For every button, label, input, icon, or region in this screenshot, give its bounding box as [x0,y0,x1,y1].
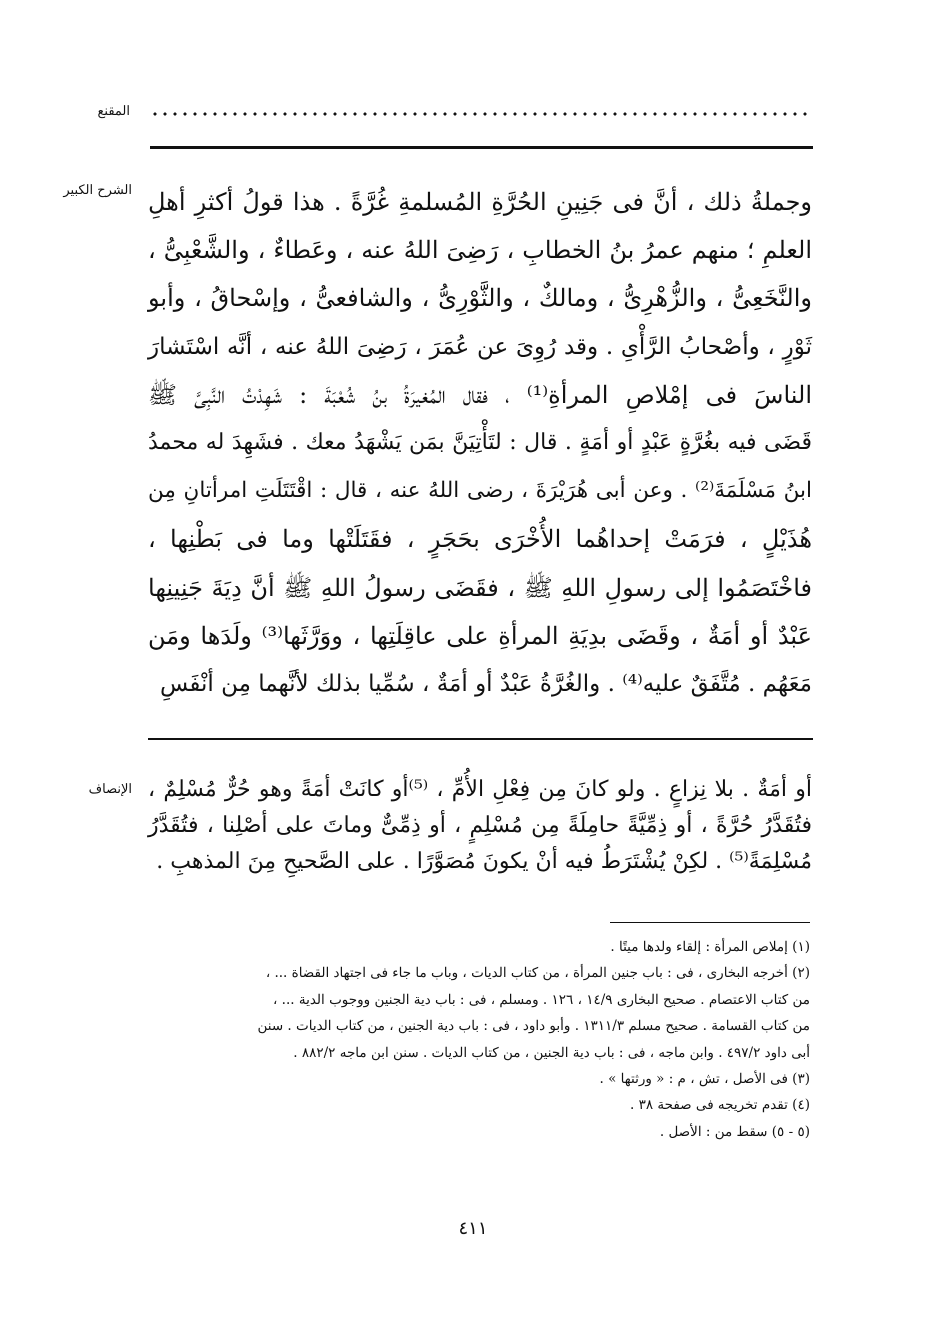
insaf-line: مُسْلِمَةً⁽⁵⁾ . لكِنْ يُشْتَرَطُ فيه أنْ يكونَ مُصَوَّرًا . على الصَّحيحِ مِنَ المذهبِ . [156,849,812,874]
main-line: فاخْتَصَمُوا إلى رسولِ اللهِ ﷺ ، فقَضَى رسولُ اللهِ ﷺ أنَّ دِيَةَ جَنِينِها [148,573,812,602]
main-line: مَعَهُم . مُتَّفَقٌ عليه⁽⁴⁾ . والغُرَّةُ عَبْدٌ أو أمَةٌ ، سُمِّيا بذلك لأنَّهما مِن أنْفَسِ [160,671,812,698]
insaf-text [148,772,812,880]
footnote-line: من كتاب الاعتصام . صحيح البخارى ١٤/٩ ، ١٢٦ . ومسلم ، فى : باب دية الجنين ووجوب الدية ... ، [273,991,810,1008]
footnotes [150,934,810,1145]
main-line: العلمِ ؛ منهم عمرُ بنُ الخطابِ ، رَضِىَ اللهُ عنه ، وعَطاءٌ ، والشَّعْبِىُّ ، [148,236,812,265]
main-line: قَضَى فيه بغُرَّةٍ عَبْدٍ أو أمَةٍ . قال : لتَأْتِيَنَّ بمَن يَشْهَدُ معك . فشَهِدَ له محمدُ [148,430,812,456]
main-commentary-text [148,178,812,708]
footnote-line: (٤) تقدم تخريجه فى صفحة ٣٨ . [630,1097,810,1114]
footnote-line: أبى داود ٤٩٧/٢ . وابن ماجه ، فى : باب دية الجنين ، من كتاب الديات . سنن ابن ماجه ٨٨٢/٢ . [293,1044,810,1061]
header-dotted-line [150,107,810,121]
insaf-line: أو أمَةٌ . بلا نِزاعٍ . ولو كانَ مِن فِعْلِ الأُمِّ ، ⁽⁵⁾أو كانَتْ أمَةً وهو حُرٌّ مُسْلِمٌ ، [148,777,812,802]
main-line: ثَوْرٍ ، وأصْحابُ الرَّأْىِ . وقد رُوِىَ عن عُمَرَ ، رَضِىَ اللهُ عنه ، أنَّه اسْتَشارَ [148,333,812,360]
footnote-line: (١) إملاص المرأة : إلقاء ولدها ميتًا . [610,939,810,955]
main-line: الناسَ فى إمْلاصِ المرأةِ⁽¹⁾ ، فقال المُغيرَةُ بنُ شُعْبَةَ : شَهِدْتُ النَّبِىَّ ﷺ [148,380,812,409]
main-line: والنَّخَعِىُّ ، والزُّهْرِىُّ ، ومالكٌ ، والثَّوْرِىُّ ، والشافعىُّ ، وإسْحاقُ ، وأبو [148,284,812,313]
main-line: عَبْدٌ أو أمَةٌ ، وقَضَى بدِيَةِ المرأةِ على عاقِلَتِها ، ووَرَّثَها⁽³⁾ ولَدَها ومَن [148,621,812,650]
section-divider [148,738,813,740]
main-line: هُذَيْلٍ ، فرَمَتْ إحداهُما الأُخْرَى بحَجَرٍ ، فقَتَلَتْها وما فى بَطْنِها ، [148,525,812,554]
footnote-line: (٢) أخرجه البخارى ، فى : باب جنين المرأة ، من كتاب الديات ، وباب ما جاء فى اجتهاد القضاة ... ، [265,965,810,982]
header-rule [150,146,813,149]
footnote-rule [610,922,810,923]
footnote-line: (٥ - ٥) سقط من : الأصل . [659,1123,810,1140]
footnote-line: من كتاب القسامة . صحيح مسلم ١٣١١/٣ . وأبو داود ، فى : باب دية الجنين ، من كتاب الديات . سنن [257,1018,810,1035]
footnote-line: (٣) فى الأصل ، تش ، م : « ورثتها » . [599,1071,810,1088]
page-number: ٤١١ [458,1218,488,1239]
side-label-insaf: الإنصاف [88,782,132,797]
main-line: ابنُ مَسْلَمَةَ⁽²⁾ . وعن أبى هُرَيْرَةَ ، رضى اللهُ عنه ، قال : اقْتَتَلَتِ امرأتانِ مِن [148,478,812,504]
insaf-line: فتُقَدَّرُ حُرَّةً ، أو ذِمِّيَّةً حامِلَةً مِن مُسْلِمٍ ، أو ذِمِّىٌّ وماتَ على أصْلِنا ، فتُقَدَّرُ [148,813,812,838]
running-header-label: المقنع [97,104,130,119]
main-line: وجملةُ ذلك ، أنَّ فى جَنِينِ الحُرَّةِ المُسلمةِ غُرَّةً . هذا قولُ أكثرِ أهلِ [148,188,812,216]
side-label-sharh: الشرح الكبير [63,183,132,198]
